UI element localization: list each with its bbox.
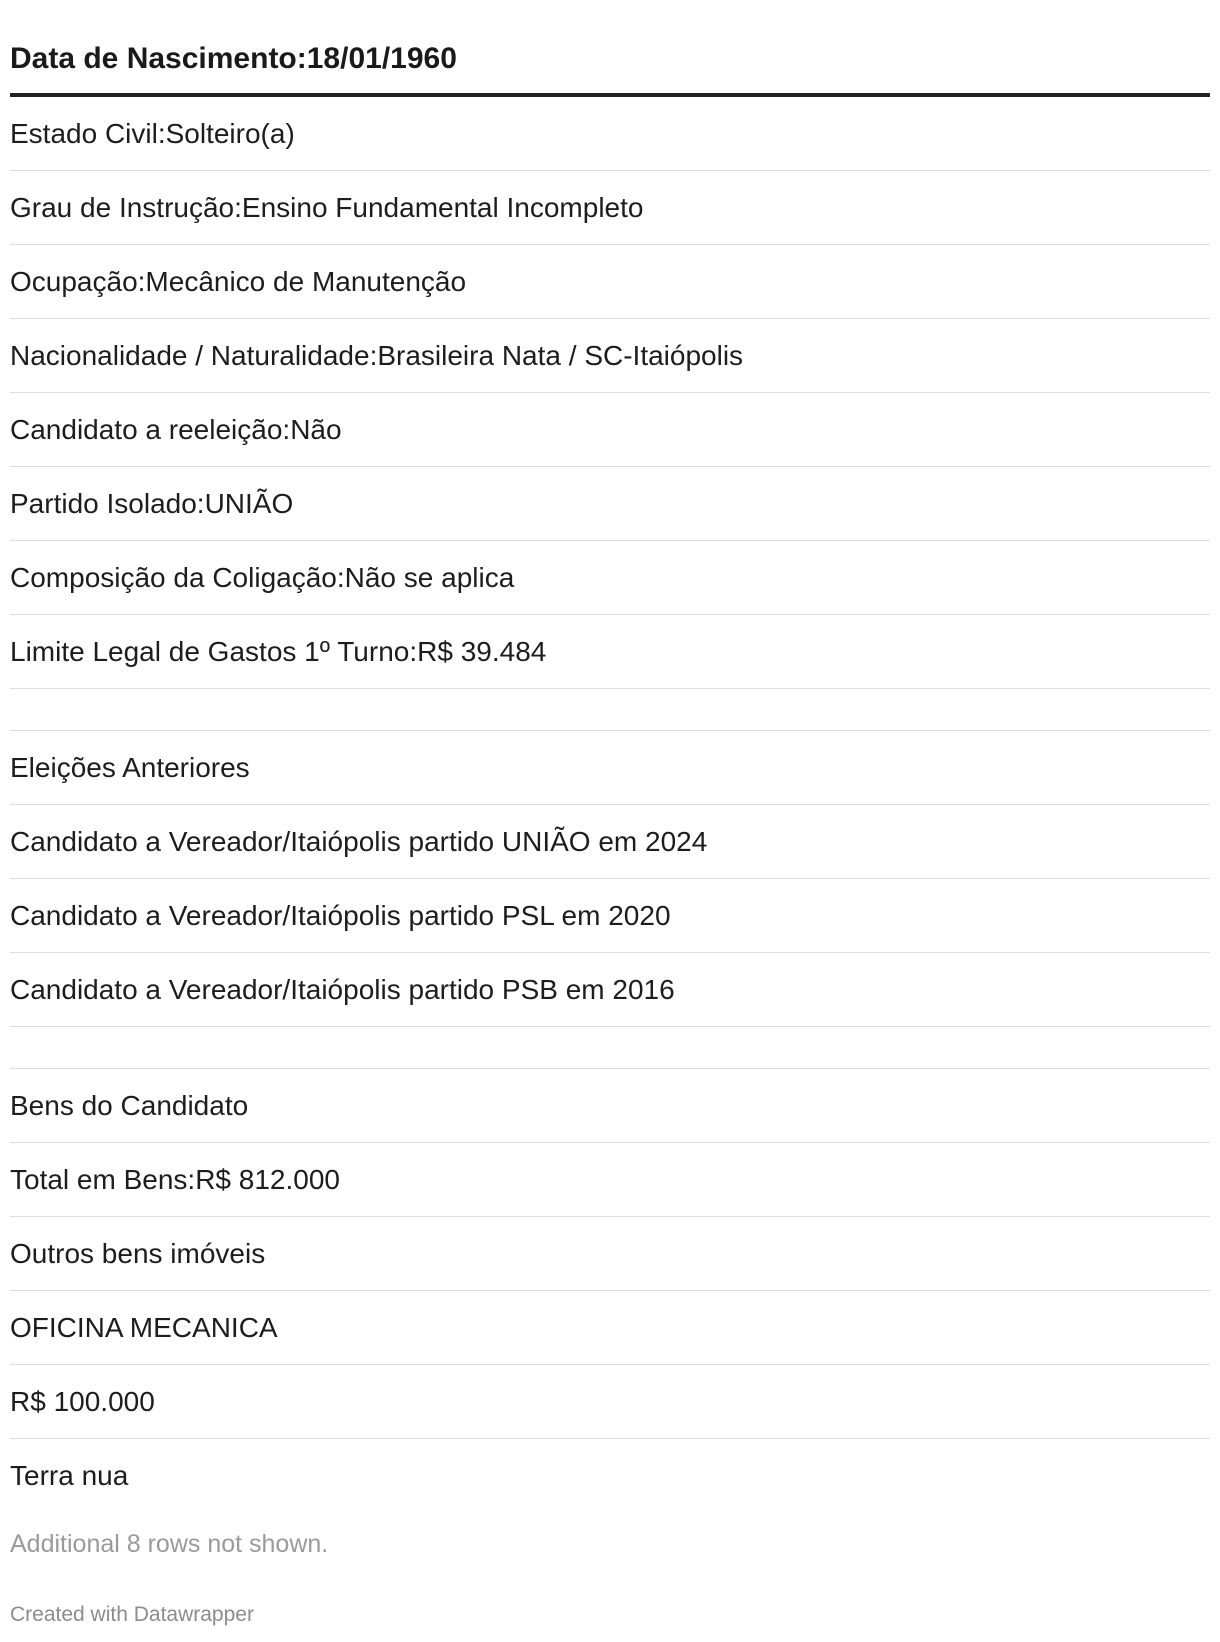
table-row xyxy=(10,731,1210,805)
table-cell: Total em Bens:R$ 812.000 xyxy=(10,1163,340,1195)
table-row xyxy=(10,805,1210,879)
table-row xyxy=(10,541,1210,615)
table-row xyxy=(10,171,1210,245)
table-row xyxy=(10,879,1210,953)
table-row xyxy=(10,1143,1210,1217)
table-row xyxy=(10,1439,1210,1513)
table-row xyxy=(10,1291,1210,1365)
table-row xyxy=(10,953,1210,1027)
table-row xyxy=(10,245,1210,319)
table-cell: R$ 100.000 xyxy=(10,1385,155,1417)
table-cell: Grau de Instrução:Ensino Fundamental Incompleto xyxy=(10,191,644,223)
table-header xyxy=(10,0,1210,97)
table-cell: Candidato a Vereador/Itaiópolis partido UNIÃO em 2024 xyxy=(10,825,708,857)
table-cell: Nacionalidade / Naturalidade:Brasileira Nata / SC-Itaiópolis xyxy=(10,339,744,371)
table-cell: Composição da Coligação:Não se aplica xyxy=(10,561,515,593)
table-row xyxy=(10,467,1210,541)
table-row xyxy=(10,393,1210,467)
header-cell: Data de Nascimento:18/01/1960 xyxy=(10,42,457,75)
table-notes: Additional 8 rows not shown. xyxy=(10,1530,329,1558)
table-row xyxy=(10,319,1210,393)
table-cell: OFICINA MECANICA xyxy=(10,1311,278,1343)
table-row-empty xyxy=(10,689,1210,731)
table-cell: Eleições Anteriores xyxy=(10,751,250,783)
table-cell: Estado Civil:Solteiro(a) xyxy=(10,117,295,149)
table-row-empty xyxy=(10,1027,1210,1069)
table-cell: Candidato a Vereador/Itaiópolis partido PSL em 2020 xyxy=(10,899,671,931)
table-cell: Outros bens imóveis xyxy=(10,1237,266,1269)
table-cell: Candidato a Vereador/Itaiópolis partido PSB em 2016 xyxy=(10,973,675,1005)
table-cell: Bens do Candidato xyxy=(10,1089,249,1121)
table-row xyxy=(10,97,1210,171)
table-row xyxy=(10,1217,1210,1291)
table-cell: Candidato a reeleição:Não xyxy=(10,413,342,445)
table-row xyxy=(10,615,1210,689)
datawrapper-credit-link[interactable]: Created with Datawrapper xyxy=(10,1603,254,1626)
table-row xyxy=(10,1365,1210,1439)
table-cell: Terra nua xyxy=(10,1460,129,1491)
table-cell: Limite Legal de Gastos 1º Turno:R$ 39.484 xyxy=(10,635,547,667)
table-row xyxy=(10,1069,1210,1143)
table-cell: Ocupação:Mecânico de Manutenção xyxy=(10,265,467,297)
table-cell: Partido Isolado:UNIÃO xyxy=(10,487,294,519)
data-table xyxy=(10,0,1210,1513)
